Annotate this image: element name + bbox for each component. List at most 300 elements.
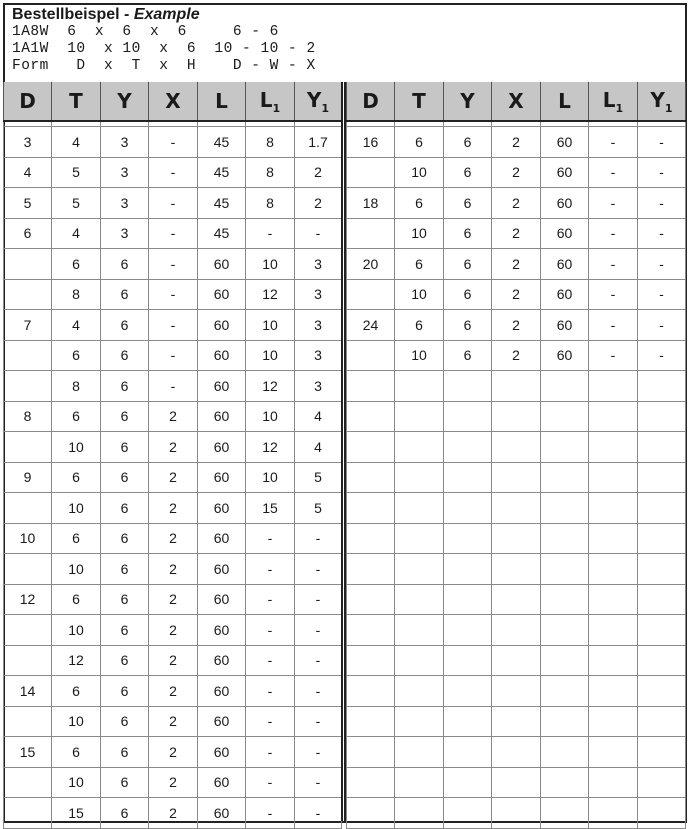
table-row: [347, 157, 686, 188]
table-cell: [492, 401, 541, 432]
table-cell: 2: [492, 188, 541, 219]
table-cell: 6: [395, 188, 444, 219]
table-cell: 4: [52, 127, 101, 158]
table-cell: 2: [492, 249, 541, 280]
left-table-section: [3, 82, 341, 821]
table-cell: 60: [541, 188, 589, 219]
table-row: [347, 676, 686, 707]
table-cell: 60: [198, 462, 246, 493]
table-cell: 60: [198, 432, 246, 463]
table-cell: 8: [246, 127, 295, 158]
table-cell: 2: [149, 737, 198, 768]
table-cell: 6: [444, 279, 492, 310]
column-header: [589, 82, 638, 121]
right-dimension-table: [346, 82, 686, 829]
table-cell: -: [638, 218, 686, 249]
table-cell: [541, 432, 589, 463]
table-cell: 3: [101, 188, 149, 219]
table-cell: 4: [295, 401, 342, 432]
table-cell: [589, 645, 638, 676]
table-cell: [395, 676, 444, 707]
table-cell: [492, 615, 541, 646]
table-row: [347, 401, 686, 432]
table-cell: 6: [52, 462, 101, 493]
table-cell: 10: [4, 523, 52, 554]
table-row: [347, 249, 686, 280]
table-cell: -: [246, 615, 295, 646]
table-cell: [347, 676, 395, 707]
table-cell: [589, 615, 638, 646]
table-cell: [347, 554, 395, 585]
table-cell: [395, 767, 444, 798]
table-cell: 60: [541, 157, 589, 188]
table-cell: [395, 493, 444, 524]
column-header: [4, 82, 52, 121]
table-cell: [347, 462, 395, 493]
table-cell: -: [149, 127, 198, 158]
table-row: [347, 706, 686, 737]
table-cell: 6: [101, 279, 149, 310]
table-cell: 2: [149, 706, 198, 737]
column-header: [198, 82, 246, 121]
table-cell: 60: [198, 645, 246, 676]
table-cell: [492, 371, 541, 402]
table-row: [4, 127, 342, 158]
table-row: [4, 188, 342, 219]
column-header-label: D: [19, 89, 36, 113]
table-cell: [492, 523, 541, 554]
table-cell: 2: [492, 127, 541, 158]
table-row: [4, 584, 342, 615]
table-cell: 6: [444, 188, 492, 219]
table-cell: [395, 432, 444, 463]
table-row: [347, 645, 686, 676]
table-cell: 12: [246, 432, 295, 463]
table-cell: -: [246, 554, 295, 585]
table-row: [4, 371, 342, 402]
table-cell: 10: [395, 340, 444, 371]
table-cell: 3: [295, 371, 342, 402]
table-cell: 2: [149, 645, 198, 676]
table-cell: [492, 432, 541, 463]
table-cell: 10: [52, 493, 101, 524]
table-cell: -: [149, 249, 198, 280]
column-header-label: L: [602, 87, 616, 112]
table-cell: 45: [198, 218, 246, 249]
table-cell: [395, 798, 444, 829]
table-cell: [541, 584, 589, 615]
table-cell: 10: [52, 706, 101, 737]
table-cell: [444, 584, 492, 615]
table-cell: 8: [52, 279, 101, 310]
table-cell: 2: [149, 798, 198, 829]
table-cell: 3: [295, 340, 342, 371]
column-header-subscript: 1: [272, 101, 281, 115]
table-cell: -: [638, 340, 686, 371]
table-cell: 5: [295, 493, 342, 524]
table-row: [4, 798, 342, 829]
table-cell: -: [246, 584, 295, 615]
table-row: [4, 279, 342, 310]
table-cell: [347, 157, 395, 188]
table-cell: [541, 554, 589, 585]
table-cell: 6: [395, 249, 444, 280]
column-header: [541, 82, 589, 121]
table-cell: -: [295, 523, 342, 554]
column-header-subscript: 1: [664, 101, 673, 115]
table-cell: 6: [101, 401, 149, 432]
table-cell: 6: [444, 310, 492, 341]
table-cell: 6: [52, 523, 101, 554]
table-cell: 10: [395, 279, 444, 310]
table-cell: [638, 584, 686, 615]
table-cell: 8: [4, 401, 52, 432]
table-cell: 2: [149, 432, 198, 463]
table-cell: 9: [4, 462, 52, 493]
table-cell: 6: [101, 249, 149, 280]
table-cell: [444, 554, 492, 585]
table-cell: [492, 493, 541, 524]
table-cell: 8: [246, 188, 295, 219]
table-cell: 60: [198, 493, 246, 524]
table-cell: [541, 767, 589, 798]
table-cell: [638, 676, 686, 707]
table-cell: 6: [101, 706, 149, 737]
table-cell: [4, 340, 52, 371]
table-cell: [395, 462, 444, 493]
table-cell: 6: [52, 340, 101, 371]
table-cell: [541, 737, 589, 768]
column-header-label: Y: [306, 87, 322, 112]
table-cell: [444, 523, 492, 554]
table-cell: [492, 706, 541, 737]
table-cell: 2: [149, 523, 198, 554]
table-cell: 2: [295, 157, 342, 188]
table-cell: -: [589, 127, 638, 158]
table-cell: -: [295, 645, 342, 676]
table-cell: -: [149, 188, 198, 219]
column-header-label: Y: [650, 87, 665, 112]
table-cell: [638, 798, 686, 829]
table-cell: -: [295, 676, 342, 707]
table-cell: [589, 554, 638, 585]
table-cell: 45: [198, 157, 246, 188]
column-header-subscript: 1: [615, 101, 624, 115]
table-cell: [395, 706, 444, 737]
table-row: [347, 493, 686, 524]
table-cell: [589, 462, 638, 493]
table-cell: 1.7: [295, 127, 342, 158]
table-cell: [589, 371, 638, 402]
table-cell: 5: [4, 188, 52, 219]
table-cell: 60: [541, 340, 589, 371]
table-cell: 60: [541, 279, 589, 310]
column-header-label: D: [362, 89, 379, 113]
column-header-label: Y: [117, 89, 132, 113]
column-header: [444, 82, 492, 121]
table-cell: 6: [395, 127, 444, 158]
table-cell: 6: [101, 523, 149, 554]
column-header: [52, 82, 101, 121]
table-cell: [347, 706, 395, 737]
table-cell: 3: [4, 127, 52, 158]
table-cell: 15: [246, 493, 295, 524]
column-header: [492, 82, 541, 121]
table-cell: 10: [395, 218, 444, 249]
table-cell: 10: [246, 340, 295, 371]
table-cell: -: [149, 279, 198, 310]
table-cell: 6: [101, 767, 149, 798]
table-cell: [444, 676, 492, 707]
table-cell: [395, 645, 444, 676]
table-cell: 6: [101, 737, 149, 768]
table-cell: 6: [4, 218, 52, 249]
table-cell: 6: [52, 737, 101, 768]
table-cell: [4, 645, 52, 676]
table-cell: [4, 554, 52, 585]
table-cell: 6: [101, 340, 149, 371]
table-cell: 6: [101, 554, 149, 585]
table-cell: -: [246, 218, 295, 249]
table-row: [347, 737, 686, 768]
table-cell: 4: [52, 218, 101, 249]
column-header-label: X: [508, 89, 524, 113]
table-cell: [638, 554, 686, 585]
table-cell: [4, 706, 52, 737]
table-cell: -: [246, 706, 295, 737]
table-row: [347, 279, 686, 310]
table-row: [4, 462, 342, 493]
column-header: [638, 82, 686, 121]
table-cell: 10: [52, 432, 101, 463]
table-cell: -: [149, 157, 198, 188]
table-cell: 6: [101, 310, 149, 341]
table-cell: [4, 493, 52, 524]
table-cell: [638, 737, 686, 768]
table-row: [4, 310, 342, 341]
example-line-3: Form D x T x H D - W - X: [12, 58, 316, 74]
table-cell: 5: [52, 188, 101, 219]
table-cell: [347, 493, 395, 524]
table-cell: 60: [198, 340, 246, 371]
table-cell: 6: [101, 432, 149, 463]
table-row: [4, 249, 342, 280]
column-header-label: T: [412, 89, 426, 113]
table-cell: 60: [198, 798, 246, 829]
table-row: [4, 401, 342, 432]
table-cell: 12: [246, 279, 295, 310]
table-cell: 5: [52, 157, 101, 188]
table-cell: [541, 676, 589, 707]
table-cell: 6: [444, 218, 492, 249]
column-header-label: T: [69, 89, 83, 113]
column-header-label: L: [215, 89, 228, 113]
table-cell: [395, 737, 444, 768]
table-cell: 10: [52, 615, 101, 646]
table-cell: [347, 737, 395, 768]
table-cell: [589, 767, 638, 798]
table-cell: -: [295, 615, 342, 646]
table-cell: [4, 615, 52, 646]
column-header-subscript: 1: [321, 101, 330, 115]
table-cell: [541, 615, 589, 646]
table-row: [4, 523, 342, 554]
table-cell: 60: [198, 615, 246, 646]
table-cell: -: [589, 279, 638, 310]
table-row: [4, 645, 342, 676]
table-cell: [541, 523, 589, 554]
table-cell: [589, 737, 638, 768]
table-cell: [347, 218, 395, 249]
table-cell: -: [638, 279, 686, 310]
table-cell: [492, 645, 541, 676]
table-cell: [444, 767, 492, 798]
table-cell: 6: [52, 584, 101, 615]
table-cell: 4: [4, 157, 52, 188]
table-cell: [541, 493, 589, 524]
table-cell: [589, 432, 638, 463]
table-cell: -: [589, 188, 638, 219]
table-cell: 10: [246, 249, 295, 280]
table-cell: [638, 432, 686, 463]
table-cell: [395, 615, 444, 646]
table-row: [4, 554, 342, 585]
column-header: [295, 82, 342, 121]
table-cell: 20: [347, 249, 395, 280]
table-cell: 2: [149, 767, 198, 798]
table-cell: [492, 798, 541, 829]
table-cell: [638, 523, 686, 554]
table-cell: -: [246, 676, 295, 707]
table-cell: -: [246, 645, 295, 676]
order-example: [12, 6, 672, 82]
table-cell: -: [295, 767, 342, 798]
table-cell: 16: [347, 127, 395, 158]
table-cell: [347, 340, 395, 371]
table-cell: 6: [101, 615, 149, 646]
table-cell: [444, 401, 492, 432]
table-cell: -: [149, 218, 198, 249]
table-cell: 10: [246, 462, 295, 493]
table-cell: 60: [198, 310, 246, 341]
table-cell: [444, 432, 492, 463]
table-cell: 15: [4, 737, 52, 768]
table-cell: -: [589, 249, 638, 280]
table-cell: 60: [198, 584, 246, 615]
table-row: [4, 340, 342, 371]
table-cell: 60: [198, 249, 246, 280]
table-cell: 2: [492, 340, 541, 371]
table-row: [347, 462, 686, 493]
example-line-1: 1A8W 6 x 6 x 6 6 - 6: [12, 24, 279, 40]
table-cell: -: [246, 798, 295, 829]
table-cell: [638, 371, 686, 402]
table-cell: [444, 371, 492, 402]
table-cell: 10: [395, 157, 444, 188]
table-cell: 60: [198, 371, 246, 402]
table-row: [347, 432, 686, 463]
table-cell: 6: [101, 371, 149, 402]
table-cell: [347, 432, 395, 463]
table-cell: -: [638, 127, 686, 158]
table-cell: [444, 706, 492, 737]
table-cell: 6: [101, 798, 149, 829]
table-cell: [395, 401, 444, 432]
table-cell: 5: [295, 462, 342, 493]
table-row: [4, 157, 342, 188]
table-cell: 3: [101, 127, 149, 158]
table-cell: [347, 767, 395, 798]
table-cell: [444, 462, 492, 493]
table-cell: 2: [492, 157, 541, 188]
table-cell: 15: [52, 798, 101, 829]
table-cell: 2: [149, 554, 198, 585]
column-header: [101, 82, 149, 121]
table-cell: 10: [52, 554, 101, 585]
table-cell: 24: [347, 310, 395, 341]
table-cell: 60: [198, 737, 246, 768]
table-cell: -: [638, 310, 686, 341]
table-cell: [347, 279, 395, 310]
table-row: [347, 584, 686, 615]
table-cell: [492, 737, 541, 768]
table-cell: [347, 401, 395, 432]
table-cell: 6: [101, 645, 149, 676]
table-cell: 6: [395, 310, 444, 341]
table-cell: [347, 615, 395, 646]
table-cell: 60: [541, 127, 589, 158]
table-cell: -: [295, 798, 342, 829]
table-cell: -: [589, 157, 638, 188]
table-cell: 6: [52, 249, 101, 280]
table-row: [4, 615, 342, 646]
table-cell: [492, 554, 541, 585]
table-cell: 2: [149, 584, 198, 615]
table-cell: [638, 462, 686, 493]
table-cell: 7: [4, 310, 52, 341]
table-cell: 60: [541, 218, 589, 249]
table-cell: 6: [444, 157, 492, 188]
table-cell: [492, 676, 541, 707]
table-row: [4, 706, 342, 737]
table-cell: [347, 584, 395, 615]
table-cell: [395, 371, 444, 402]
table-cell: [589, 706, 638, 737]
table-cell: -: [246, 523, 295, 554]
table-row: [4, 737, 342, 768]
table-cell: [638, 615, 686, 646]
table-cell: 12: [4, 584, 52, 615]
table-cell: -: [295, 737, 342, 768]
table-cell: 8: [246, 157, 295, 188]
table-cell: [638, 401, 686, 432]
column-header: [347, 82, 395, 121]
table-cell: 60: [541, 310, 589, 341]
table-row: [4, 676, 342, 707]
table-cell: 6: [444, 340, 492, 371]
table-cell: 2: [492, 218, 541, 249]
table-cell: 10: [52, 767, 101, 798]
table-cell: 45: [198, 188, 246, 219]
table-cell: [444, 615, 492, 646]
table-cell: 4: [52, 310, 101, 341]
example-title-emphasis: Example: [133, 6, 200, 23]
table-cell: [541, 462, 589, 493]
table-cell: [492, 584, 541, 615]
table-cell: 12: [52, 645, 101, 676]
table-cell: 60: [198, 554, 246, 585]
table-cell: 4: [295, 432, 342, 463]
